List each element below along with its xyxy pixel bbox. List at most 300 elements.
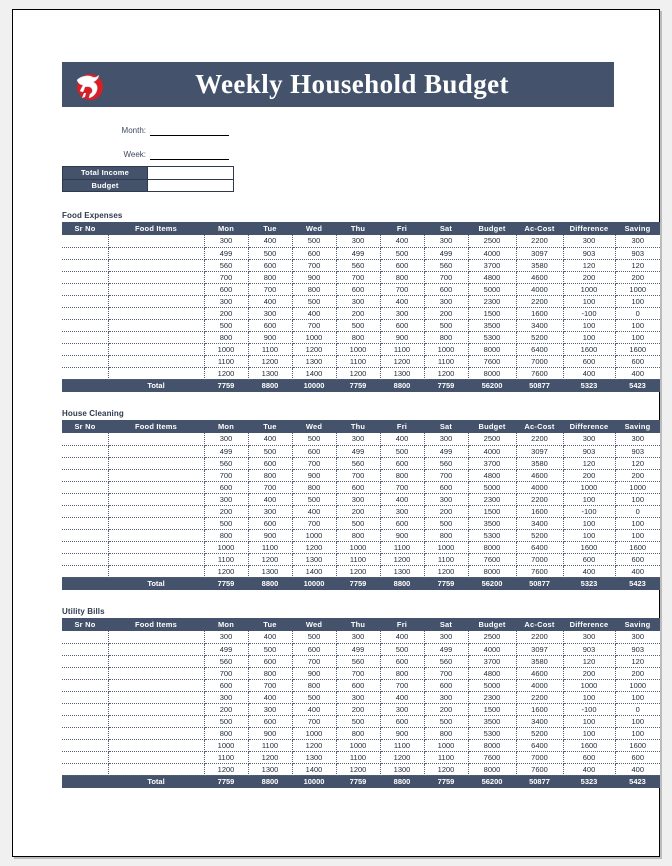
cell-value[interactable]: 4000	[516, 283, 563, 295]
cell-sr-no[interactable]	[62, 679, 108, 691]
cell-value[interactable]: 400	[380, 433, 424, 445]
cell-value[interactable]: 1200	[424, 565, 468, 577]
cell-value[interactable]: 1300	[380, 565, 424, 577]
cell-value[interactable]: 2500	[468, 631, 516, 643]
cell-value[interactable]: 600	[292, 643, 336, 655]
cell-value[interactable]: 1000	[336, 541, 380, 553]
cell-value[interactable]: 1200	[292, 541, 336, 553]
cell-value[interactable]: 400	[248, 493, 292, 505]
cell-value[interactable]: 903	[563, 247, 615, 259]
cell-value[interactable]: 1000	[292, 727, 336, 739]
cell-value[interactable]: 1300	[248, 565, 292, 577]
cell-value[interactable]: 5200	[516, 529, 563, 541]
cell-value[interactable]: 600	[615, 355, 660, 367]
cell-value[interactable]: 500	[292, 235, 336, 247]
cell-value[interactable]: 1100	[424, 553, 468, 565]
cell-value[interactable]: 499	[336, 247, 380, 259]
cell-value[interactable]: 800	[380, 667, 424, 679]
cell-value[interactable]: 900	[380, 529, 424, 541]
cell-value[interactable]: 700	[204, 667, 248, 679]
cell-value[interactable]: 560	[336, 457, 380, 469]
cell-value[interactable]: 400	[248, 691, 292, 703]
cell-value[interactable]: 499	[424, 445, 468, 457]
cell-value[interactable]: 400	[248, 631, 292, 643]
cell-item-name[interactable]	[108, 691, 204, 703]
cell-value[interactable]: 600	[292, 247, 336, 259]
cell-value[interactable]: 400	[248, 433, 292, 445]
cell-value[interactable]: 4600	[516, 271, 563, 283]
cell-value[interactable]: 1500	[468, 307, 516, 319]
cell-value[interactable]: 560	[424, 457, 468, 469]
cell-value[interactable]: 120	[563, 259, 615, 271]
cell-item-name[interactable]	[108, 271, 204, 283]
cell-sr-no[interactable]	[62, 727, 108, 739]
cell-value[interactable]: 1200	[248, 751, 292, 763]
cell-value[interactable]: 7600	[468, 355, 516, 367]
cell-item-name[interactable]	[108, 505, 204, 517]
cell-value[interactable]: 200	[204, 307, 248, 319]
cell-item-name[interactable]	[108, 331, 204, 343]
cell-value[interactable]: 1000	[424, 739, 468, 751]
cell-value[interactable]: 200	[615, 469, 660, 481]
cell-value[interactable]: 499	[336, 643, 380, 655]
cell-value[interactable]: 600	[248, 457, 292, 469]
cell-value[interactable]: 400	[292, 307, 336, 319]
cell-value[interactable]: 499	[424, 643, 468, 655]
cell-sr-no[interactable]	[62, 631, 108, 643]
cell-value[interactable]: 400	[563, 565, 615, 577]
cell-value[interactable]: 7000	[516, 553, 563, 565]
cell-value[interactable]: 400	[615, 367, 660, 379]
cell-value[interactable]: 700	[292, 715, 336, 727]
cell-item-name[interactable]	[108, 751, 204, 763]
cell-value[interactable]: 1300	[292, 553, 336, 565]
cell-value[interactable]: 1100	[336, 751, 380, 763]
cell-value[interactable]: 1600	[516, 307, 563, 319]
cell-value[interactable]: 500	[248, 445, 292, 457]
cell-value[interactable]: 800	[380, 271, 424, 283]
cell-value[interactable]: 499	[424, 247, 468, 259]
cell-value[interactable]: 500	[380, 247, 424, 259]
cell-value[interactable]: 100	[615, 331, 660, 343]
cell-value[interactable]: 1000	[204, 541, 248, 553]
cell-sr-no[interactable]	[62, 529, 108, 541]
cell-value[interactable]: 3700	[468, 259, 516, 271]
cell-value[interactable]: 1300	[292, 355, 336, 367]
cell-sr-no[interactable]	[62, 553, 108, 565]
cell-value[interactable]: 1300	[380, 763, 424, 775]
cell-value[interactable]: 8000	[468, 565, 516, 577]
cell-value[interactable]: 700	[424, 271, 468, 283]
cell-item-name[interactable]	[108, 469, 204, 481]
cell-value[interactable]: 5300	[468, 727, 516, 739]
cell-value[interactable]: 3400	[516, 319, 563, 331]
cell-value[interactable]: 300	[204, 631, 248, 643]
cell-value[interactable]: 1600	[563, 739, 615, 751]
cell-item-name[interactable]	[108, 445, 204, 457]
cell-value[interactable]: 300	[336, 235, 380, 247]
cell-value[interactable]: 900	[292, 469, 336, 481]
cell-value[interactable]: 903	[563, 643, 615, 655]
cell-value[interactable]: 1000	[204, 739, 248, 751]
cell-value[interactable]: 903	[615, 247, 660, 259]
cell-value[interactable]: 7600	[468, 751, 516, 763]
cell-value[interactable]: 700	[292, 517, 336, 529]
cell-value[interactable]: 100	[563, 727, 615, 739]
cell-value[interactable]: 300	[615, 433, 660, 445]
cell-value[interactable]: 600	[615, 751, 660, 763]
cell-value[interactable]: 100	[563, 529, 615, 541]
cell-value[interactable]: 900	[248, 529, 292, 541]
cell-value[interactable]: 600	[424, 679, 468, 691]
cell-value[interactable]: 200	[424, 703, 468, 715]
cell-value[interactable]: 7600	[516, 565, 563, 577]
cell-value[interactable]: 1500	[468, 703, 516, 715]
cell-sr-no[interactable]	[62, 307, 108, 319]
cell-item-name[interactable]	[108, 541, 204, 553]
cell-value[interactable]: 1600	[516, 703, 563, 715]
cell-value[interactable]: 300	[424, 631, 468, 643]
cell-value[interactable]: 1000	[563, 679, 615, 691]
cell-value[interactable]: 300	[248, 505, 292, 517]
cell-value[interactable]: 200	[424, 505, 468, 517]
cell-sr-no[interactable]	[62, 295, 108, 307]
cell-value[interactable]: -100	[563, 703, 615, 715]
cell-value[interactable]: 120	[615, 655, 660, 667]
cell-sr-no[interactable]	[62, 355, 108, 367]
cell-value[interactable]: 600	[380, 259, 424, 271]
budget-input[interactable]	[147, 180, 233, 191]
cell-value[interactable]: 800	[424, 529, 468, 541]
cell-value[interactable]: 700	[248, 679, 292, 691]
cell-value[interactable]: 100	[615, 493, 660, 505]
cell-value[interactable]: 1600	[615, 739, 660, 751]
cell-sr-no[interactable]	[62, 691, 108, 703]
cell-value[interactable]: 1000	[292, 331, 336, 343]
cell-value[interactable]: 1100	[204, 553, 248, 565]
cell-value[interactable]: 1100	[248, 541, 292, 553]
cell-sr-no[interactable]	[62, 517, 108, 529]
cell-value[interactable]: 100	[615, 517, 660, 529]
cell-value[interactable]: 800	[424, 331, 468, 343]
cell-value[interactable]: 200	[615, 271, 660, 283]
cell-value[interactable]: 400	[563, 763, 615, 775]
cell-value[interactable]: 100	[563, 715, 615, 727]
cell-value[interactable]: 6400	[516, 739, 563, 751]
cell-value[interactable]: 500	[336, 715, 380, 727]
cell-value[interactable]: 800	[292, 679, 336, 691]
cell-value[interactable]: 1100	[248, 739, 292, 751]
cell-value[interactable]: 4000	[468, 643, 516, 655]
cell-value[interactable]: 3097	[516, 247, 563, 259]
cell-value[interactable]: 600	[563, 751, 615, 763]
cell-value[interactable]: 600	[336, 481, 380, 493]
cell-value[interactable]: 1200	[204, 565, 248, 577]
cell-value[interactable]: -100	[563, 307, 615, 319]
cell-value[interactable]: 3580	[516, 457, 563, 469]
cell-sr-no[interactable]	[62, 505, 108, 517]
cell-value[interactable]: 300	[424, 295, 468, 307]
cell-value[interactable]: 1100	[204, 355, 248, 367]
cell-value[interactable]: 8000	[468, 739, 516, 751]
cell-value[interactable]: 560	[336, 259, 380, 271]
cell-value[interactable]: 800	[336, 331, 380, 343]
cell-value[interactable]: 3400	[516, 517, 563, 529]
total-income-input[interactable]	[147, 167, 233, 179]
cell-value[interactable]: 3580	[516, 655, 563, 667]
cell-value[interactable]: 600	[424, 283, 468, 295]
cell-value[interactable]: 1600	[615, 343, 660, 355]
cell-value[interactable]: 400	[292, 505, 336, 517]
cell-value[interactable]: 300	[204, 691, 248, 703]
cell-item-name[interactable]	[108, 679, 204, 691]
cell-value[interactable]: 300	[336, 295, 380, 307]
cell-value[interactable]: 100	[563, 295, 615, 307]
cell-value[interactable]: 1000	[615, 481, 660, 493]
cell-value[interactable]: 5200	[516, 727, 563, 739]
cell-value[interactable]: 300	[615, 631, 660, 643]
cell-item-name[interactable]	[108, 235, 204, 247]
cell-value[interactable]: 1100	[336, 553, 380, 565]
cell-value[interactable]: 500	[292, 691, 336, 703]
cell-value[interactable]: 560	[424, 655, 468, 667]
cell-value[interactable]: 800	[204, 331, 248, 343]
cell-value[interactable]: 1300	[292, 751, 336, 763]
cell-sr-no[interactable]	[62, 565, 108, 577]
cell-value[interactable]: 700	[292, 319, 336, 331]
cell-value[interactable]: 4800	[468, 667, 516, 679]
cell-value[interactable]: 0	[615, 307, 660, 319]
cell-sr-no[interactable]	[62, 433, 108, 445]
cell-value[interactable]: 500	[204, 319, 248, 331]
cell-value[interactable]: 1200	[336, 763, 380, 775]
cell-sr-no[interactable]	[62, 763, 108, 775]
cell-value[interactable]: 2500	[468, 235, 516, 247]
cell-value[interactable]: 100	[563, 493, 615, 505]
cell-value[interactable]: 600	[563, 553, 615, 565]
cell-value[interactable]: 1400	[292, 565, 336, 577]
cell-value[interactable]: 3400	[516, 715, 563, 727]
cell-value[interactable]: 700	[292, 457, 336, 469]
cell-value[interactable]: 4600	[516, 469, 563, 481]
cell-item-name[interactable]	[108, 481, 204, 493]
cell-value[interactable]: 8000	[468, 541, 516, 553]
cell-value[interactable]: 1000	[204, 343, 248, 355]
cell-value[interactable]: 300	[204, 493, 248, 505]
cell-sr-no[interactable]	[62, 703, 108, 715]
cell-sr-no[interactable]	[62, 445, 108, 457]
cell-value[interactable]: 0	[615, 703, 660, 715]
cell-item-name[interactable]	[108, 283, 204, 295]
cell-value[interactable]: 200	[615, 667, 660, 679]
cell-value[interactable]: 560	[204, 655, 248, 667]
cell-value[interactable]: 200	[336, 307, 380, 319]
cell-value[interactable]: 2300	[468, 295, 516, 307]
cell-value[interactable]: 600	[615, 553, 660, 565]
cell-value[interactable]: 400	[380, 235, 424, 247]
cell-value[interactable]: 100	[563, 319, 615, 331]
cell-value[interactable]: 300	[424, 493, 468, 505]
cell-value[interactable]: 300	[336, 691, 380, 703]
cell-value[interactable]: 600	[248, 517, 292, 529]
cell-value[interactable]: 120	[615, 259, 660, 271]
cell-value[interactable]: 700	[380, 481, 424, 493]
cell-value[interactable]: 500	[292, 493, 336, 505]
cell-value[interactable]: 1100	[424, 355, 468, 367]
cell-value[interactable]: 560	[336, 655, 380, 667]
cell-sr-no[interactable]	[62, 271, 108, 283]
cell-value[interactable]: 500	[424, 517, 468, 529]
cell-value[interactable]: 1200	[204, 763, 248, 775]
cell-value[interactable]: 300	[204, 295, 248, 307]
cell-value[interactable]: 2200	[516, 691, 563, 703]
cell-value[interactable]: 600	[336, 679, 380, 691]
cell-value[interactable]: 560	[424, 259, 468, 271]
cell-value[interactable]: 300	[380, 703, 424, 715]
cell-value[interactable]: 5000	[468, 481, 516, 493]
cell-item-name[interactable]	[108, 655, 204, 667]
cell-value[interactable]: 1000	[336, 739, 380, 751]
cell-value[interactable]: 1000	[615, 679, 660, 691]
cell-value[interactable]: 700	[204, 271, 248, 283]
cell-value[interactable]: 3580	[516, 259, 563, 271]
cell-value[interactable]: 500	[336, 517, 380, 529]
cell-value[interactable]: 3097	[516, 643, 563, 655]
cell-value[interactable]: 5000	[468, 283, 516, 295]
cell-value[interactable]: 200	[204, 505, 248, 517]
cell-value[interactable]: 400	[248, 235, 292, 247]
cell-value[interactable]: 200	[204, 703, 248, 715]
cell-value[interactable]: 500	[424, 319, 468, 331]
cell-sr-no[interactable]	[62, 541, 108, 553]
cell-value[interactable]: 500	[424, 715, 468, 727]
cell-item-name[interactable]	[108, 247, 204, 259]
cell-value[interactable]: 200	[563, 271, 615, 283]
cell-value[interactable]: 1200	[380, 355, 424, 367]
cell-value[interactable]: 300	[380, 505, 424, 517]
cell-value[interactable]: 1100	[380, 343, 424, 355]
cell-value[interactable]: 1300	[380, 367, 424, 379]
cell-sr-no[interactable]	[62, 751, 108, 763]
cell-value[interactable]: 2200	[516, 295, 563, 307]
cell-value[interactable]: 903	[563, 445, 615, 457]
cell-value[interactable]: 600	[248, 259, 292, 271]
cell-item-name[interactable]	[108, 259, 204, 271]
cell-value[interactable]: 1200	[292, 739, 336, 751]
cell-value[interactable]: 4600	[516, 667, 563, 679]
cell-value[interactable]: 500	[336, 319, 380, 331]
cell-value[interactable]: 700	[248, 283, 292, 295]
cell-value[interactable]: 1200	[336, 367, 380, 379]
cell-item-name[interactable]	[108, 493, 204, 505]
cell-value[interactable]: 1100	[380, 541, 424, 553]
cell-value[interactable]: 4000	[516, 679, 563, 691]
cell-value[interactable]: 1100	[336, 355, 380, 367]
cell-value[interactable]: 1000	[563, 481, 615, 493]
cell-value[interactable]: 700	[292, 259, 336, 271]
cell-value[interactable]: 600	[380, 517, 424, 529]
cell-value[interactable]: 1000	[336, 343, 380, 355]
cell-value[interactable]: 800	[248, 271, 292, 283]
cell-value[interactable]: 800	[292, 283, 336, 295]
cell-value[interactable]: 700	[380, 679, 424, 691]
cell-sr-no[interactable]	[62, 247, 108, 259]
cell-value[interactable]: 5000	[468, 679, 516, 691]
cell-value[interactable]: 1300	[248, 763, 292, 775]
cell-value[interactable]: 1100	[204, 751, 248, 763]
cell-item-name[interactable]	[108, 631, 204, 643]
cell-sr-no[interactable]	[62, 667, 108, 679]
cell-value[interactable]: 1200	[292, 343, 336, 355]
cell-value[interactable]: 3700	[468, 457, 516, 469]
cell-value[interactable]: -100	[563, 505, 615, 517]
cell-value[interactable]: 400	[380, 691, 424, 703]
cell-value[interactable]: 4000	[468, 247, 516, 259]
cell-value[interactable]: 700	[292, 655, 336, 667]
cell-value[interactable]: 200	[424, 307, 468, 319]
cell-value[interactable]: 4800	[468, 271, 516, 283]
cell-value[interactable]: 700	[380, 283, 424, 295]
cell-value[interactable]: 7600	[516, 367, 563, 379]
cell-value[interactable]: 4000	[516, 481, 563, 493]
cell-item-name[interactable]	[108, 343, 204, 355]
cell-value[interactable]: 200	[336, 703, 380, 715]
cell-item-name[interactable]	[108, 715, 204, 727]
cell-value[interactable]: 300	[563, 631, 615, 643]
cell-value[interactable]: 7600	[516, 763, 563, 775]
cell-value[interactable]: 8000	[468, 343, 516, 355]
cell-value[interactable]: 1500	[468, 505, 516, 517]
cell-value[interactable]: 1200	[248, 355, 292, 367]
cell-value[interactable]: 300	[424, 691, 468, 703]
cell-value[interactable]: 500	[204, 715, 248, 727]
cell-value[interactable]: 1100	[424, 751, 468, 763]
cell-value[interactable]: 600	[248, 655, 292, 667]
cell-value[interactable]: 5300	[468, 529, 516, 541]
cell-value[interactable]: 560	[204, 259, 248, 271]
cell-value[interactable]: 300	[204, 235, 248, 247]
cell-value[interactable]: 800	[292, 481, 336, 493]
cell-value[interactable]: 2300	[468, 691, 516, 703]
cell-sr-no[interactable]	[62, 259, 108, 271]
cell-value[interactable]: 903	[615, 445, 660, 457]
cell-item-name[interactable]	[108, 667, 204, 679]
cell-value[interactable]: 600	[380, 319, 424, 331]
cell-value[interactable]: 200	[336, 505, 380, 517]
cell-value[interactable]: 7000	[516, 355, 563, 367]
cell-sr-no[interactable]	[62, 481, 108, 493]
cell-value[interactable]: 100	[615, 715, 660, 727]
cell-value[interactable]: 499	[204, 445, 248, 457]
cell-value[interactable]: 300	[563, 433, 615, 445]
cell-value[interactable]: 900	[248, 331, 292, 343]
cell-value[interactable]: 1000	[292, 529, 336, 541]
cell-value[interactable]: 100	[563, 517, 615, 529]
week-input[interactable]	[150, 147, 229, 160]
cell-sr-no[interactable]	[62, 331, 108, 343]
cell-value[interactable]: 300	[424, 433, 468, 445]
cell-value[interactable]: 1200	[248, 553, 292, 565]
cell-value[interactable]: 1400	[292, 367, 336, 379]
cell-value[interactable]: 1600	[563, 541, 615, 553]
cell-item-name[interactable]	[108, 565, 204, 577]
cell-value[interactable]: 700	[204, 469, 248, 481]
cell-value[interactable]: 1200	[204, 367, 248, 379]
cell-value[interactable]: 900	[292, 667, 336, 679]
cell-value[interactable]: 2500	[468, 433, 516, 445]
cell-value[interactable]: 900	[292, 271, 336, 283]
cell-item-name[interactable]	[108, 457, 204, 469]
